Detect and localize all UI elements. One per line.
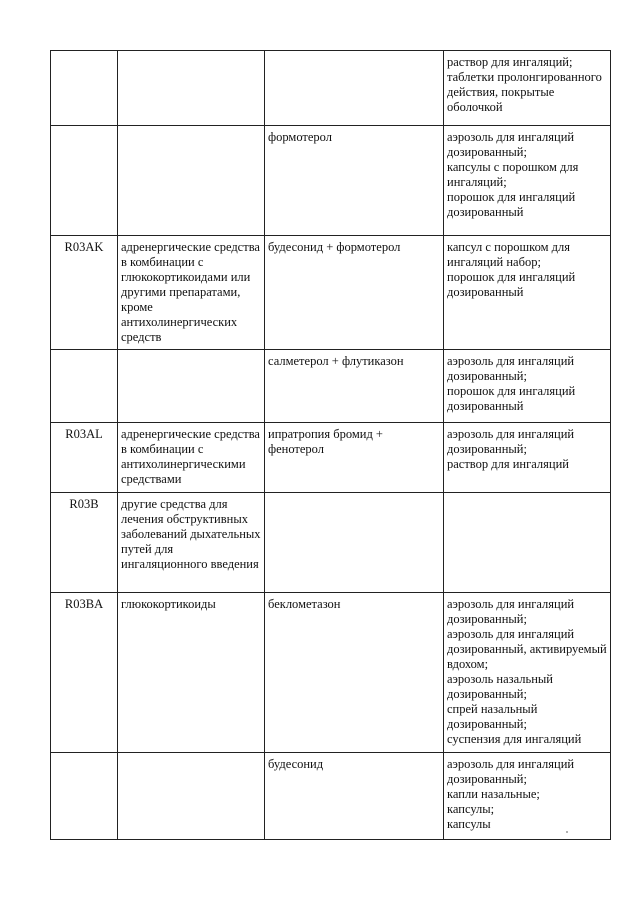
table-row [51,350,611,423]
pharmacological-group-cell: адренергические средства в комбинации с антихолинергическими средствами [118,423,265,493]
atc-code-cell: R03B [51,493,118,593]
dosage-forms-cell: капсул с порошком для ингаляций набор; порошок для ингаляций дозированный [444,236,611,350]
pharmacological-group-cell [118,51,265,126]
table-row [51,236,611,350]
table-row [51,593,611,753]
table-row [51,493,611,593]
atc-code-cell: R03BA [51,593,118,753]
table-row [51,51,611,126]
dosage-forms-cell: аэрозоль для ингаляций дозированный; аэрозоль для ингаляций дозированный, активируемый вдохом; аэрозоль назальный дозированный; спрей назальный дозированный; суспензия для ингаляций [444,593,611,753]
pharmacological-group-cell [118,753,265,840]
atc-code-cell: R03AK [51,236,118,350]
active-substance-cell: будесонид + формотерол [265,236,444,350]
active-substance-cell: беклометазон [265,593,444,753]
dosage-forms-cell: аэрозоль для ингаляций дозированный; раствор для ингаляций [444,423,611,493]
atc-code-cell: R03AL [51,423,118,493]
atc-code-cell [51,350,118,423]
atc-code-cell [51,51,118,126]
table-row [51,423,611,493]
pharmacological-group-cell: другие средства для лечения обструктивных заболеваний дыхательных путей для ингаляционного введения [118,493,265,593]
active-substance-cell [265,51,444,126]
atc-code-cell [51,126,118,236]
active-substance-cell: будесонид [265,753,444,840]
atc-code-cell [51,753,118,840]
dosage-forms-cell: аэрозоль для ингаляций дозированный; порошок для ингаляций дозированный [444,350,611,423]
table-row [51,126,611,236]
medication-table [50,50,611,840]
dosage-forms-cell: раствор для ингаляций; таблетки пролонгированного действия, покрытые оболочкой [444,51,611,126]
active-substance-cell: салметерол + флутиказон [265,350,444,423]
active-substance-cell: ипратропия бромид + фенотерол [265,423,444,493]
pharmacological-group-cell [118,350,265,423]
active-substance-cell [265,493,444,593]
pharmacological-group-cell: глюкокортикоиды [118,593,265,753]
dosage-forms-cell: аэрозоль для ингаляций дозированный; капли назальные; капсулы; капсулы [444,753,611,840]
table-row [51,753,611,840]
dosage-forms-cell: аэрозоль для ингаляций дозированный; капсулы с порошком для ингаляций; порошок для ингаляций дозированный [444,126,611,236]
scan-artifact-dot [566,831,568,833]
dosage-forms-cell [444,493,611,593]
pharmacological-group-cell: адренергические средства в комбинации с глюкокортикоидами или другими препаратами, кроме антихолинергических средств [118,236,265,350]
pharmacological-group-cell [118,126,265,236]
active-substance-cell: формотерол [265,126,444,236]
